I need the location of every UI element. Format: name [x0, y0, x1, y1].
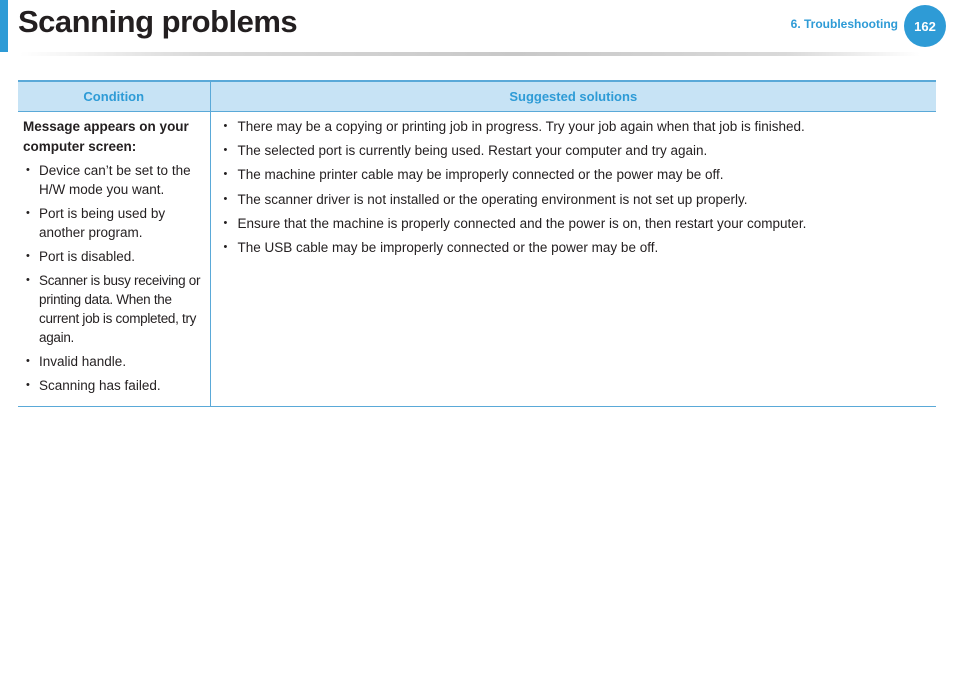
column-header-condition: Condition: [18, 81, 210, 111]
page-title: Scanning problems: [18, 4, 298, 39]
list-item: • Ensure that the machine is properly connected and the power is on, then restart your computer.: [221, 214, 927, 233]
list-item: • Invalid handle.: [23, 352, 204, 371]
list-item: • Device can’t be set to the H/W mode you want.: [23, 161, 204, 199]
list-item: • Port is being used by another program.: [23, 204, 204, 242]
page-number: 162: [914, 18, 936, 34]
solutions-cell: [210, 111, 936, 406]
header-accent-bar: [0, 0, 8, 52]
header-divider: [20, 52, 920, 56]
condition-cell: [18, 111, 210, 406]
solutions-list: [221, 117, 927, 258]
page-number-badge: [904, 5, 946, 47]
list-item: • The selected port is currently being used. Restart your computer and try again.: [221, 141, 927, 160]
list-item: • The machine printer cable may be improperly connected or the power may be off.: [221, 165, 927, 184]
condition-heading: Message appears on your computer screen:: [23, 118, 189, 154]
column-header-solutions: Suggested solutions: [210, 81, 936, 111]
list-item: • Scanner is busy receiving or printing data. When the current job is completed, try again.: [23, 271, 204, 347]
list-item: • The scanner driver is not installed or the operating environment is not set up properly.: [221, 190, 927, 209]
table-header-row: [18, 81, 936, 111]
chapter-label: 6. Troubleshooting: [790, 17, 898, 31]
list-item: • Scanning has failed.: [23, 376, 204, 395]
troubleshooting-table: [18, 80, 936, 407]
list-item: • Port is disabled.: [23, 247, 204, 266]
list-item: • There may be a copying or printing job in progress. Try your job again when that job is finished.: [221, 117, 927, 136]
list-item: • The USB cable may be improperly connected or the power may be off.: [221, 238, 927, 257]
table-row: [18, 111, 936, 406]
condition-list: [23, 161, 204, 395]
